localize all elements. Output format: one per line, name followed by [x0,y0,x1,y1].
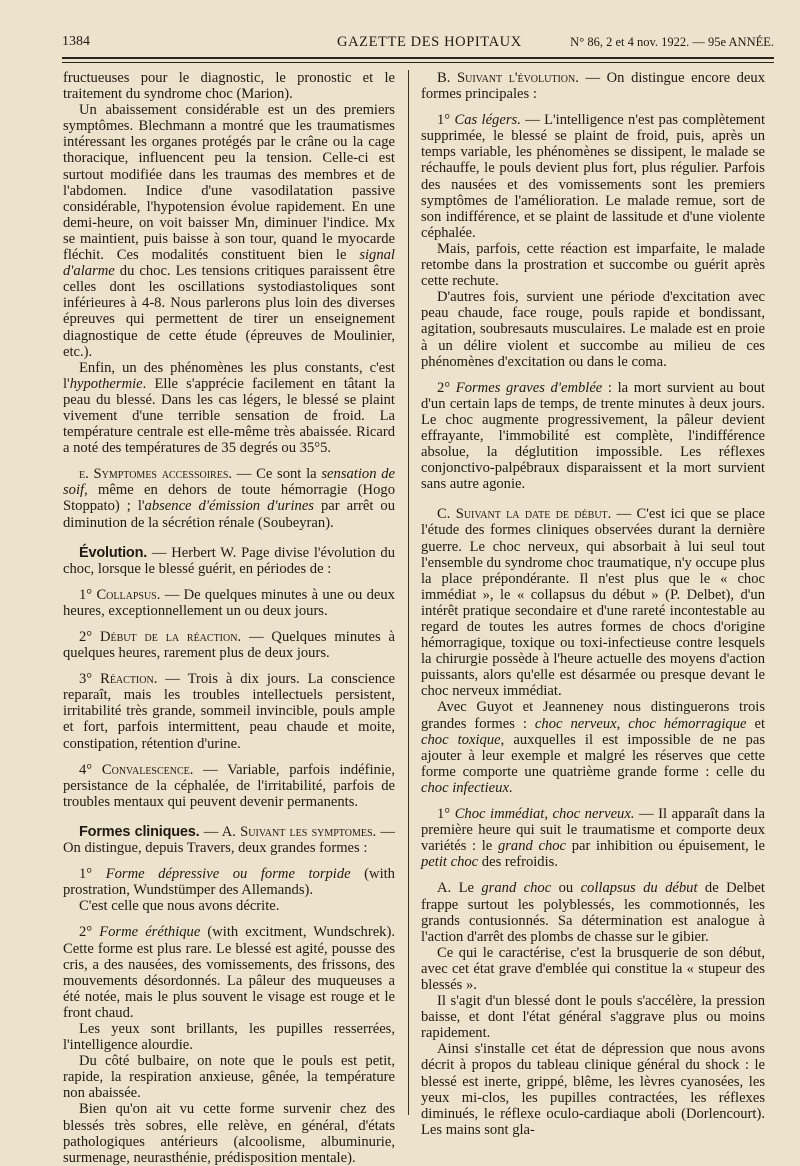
list-item: 1° Cas légers. — L'intelligence n'est pas complètement supprimée, le blessé se plaint de froid, puis, après un temps variable, les phénomènes se dissipent, le malade se réchauffe, le pouls devient plus fort, plus régulier. Parfois des nausées et des vomissements sont les premiers symptômes de l'amélioration. Le malade remue, sort de son indifférence, et se plaint de lassitude et d'une violente céphalée. [421,112,765,241]
list-item: 2° Forme éréthique (with excitment, Wundschrek). Cette forme est plus rare. Le blessé est agité, pousse des cris, a des nausées, des vomissements, des frissons, des mouvements désordonnés. La pâleur des muqueuses a été notée, mais le plus souvent le visage est rouge et le front chaud. [63,924,395,1021]
section-heading: Évolution. [79,544,148,561]
list-item: 3° Réaction. — Trois à dix jours. La conscience reparaît, mais les troubles intellectuels persistent, irritabilité très grande, sommeil invincible, pouls ample et fort, parfois intermittent, peau chaude et moite, constipation, rétention d'urine. [63,671,395,752]
page-header [62,32,774,54]
paragraph: Ce qui le caractérise, c'est la brusquerie de son début, avec cet état grave d'emblée qui constitue la « stupeur des blessés ». [421,944,765,993]
paragraph: Ainsi s'installe cet état de dépression que nous avons décrit à propos du tableau clinique général du shock : le blessé est inerte, grippé, blême, les lèvres cyanosées, les yeux mi-clos, les pupilles contractées, les réflexes diminués, le réflexe oculo-cardiaque aboli (Dorlencourt). Les mains sont gla- [421,1041,765,1138]
header-rule-thick [62,57,774,59]
issue-info: N° 86, 2 et 4 nov. 1922. — 95e ANNÉE. [570,35,774,49]
paragraph: Enfin, un des phénomènes les plus constants, c'est l'hypothermie. Elle s'apprécie facilement en tâtant la peau du blessé. Dans les cas légers, le blessé se plaint vivement d'une terrible sensation de froid. La température centrale est elle-même très abaissée. Ricard a noté des températures de 35 degrés ou 35°5. [63,359,395,457]
list-item: 1° Collapsus. — De quelques minutes à une ou deux heures, exceptionnellement un ou deux jours. [63,586,395,619]
section-heading: Formes cliniques. [79,823,200,840]
header-rule-thin [62,62,774,63]
section-clinical-forms: Formes cliniques. — A. Suivant les symptomes. — On distingue, depuis Travers, deux grandes formes : [63,823,396,857]
list-item: 2° Début de la réaction. — Quelques minutes à quelques heures, rarement plus de deux jours. [63,629,395,662]
right-column [421,70,766,1138]
journal-title: GAZETTE DES HOPITAUX [337,34,522,50]
list-item: 2° Formes graves d'emblée : la mort survient au bout d'un certain laps de temps, de trente minutes à deux jours. Le choc augmente progressivement, la pâleur devient effrayante, l'immobilité est complète, l'indifférence absolue, la déglutition impossible. Les réflexes conjonctivo-palpébraux disparaissent et la mort survient sans autre agonie. [421,379,765,493]
column-divider [408,70,409,1115]
paragraph: A. Le grand choc ou collapsus du début de Delbet frappe surtout les polyblessés, les commotionnés, les grands contusionnés. Sa détermination est analogue à l'action d'arrêt des plombs de chasse sur le gibier. [421,880,765,945]
paragraph: fructueuses pour le diagnostic, le pronostic et le traitement du syndrome choc (Marion). [63,70,395,103]
list-item: 1° Forme dépressive ou forme torpide (with prostration, Wundstümper des Allemands). [63,866,395,899]
left-column [63,70,396,1166]
paragraph: Les yeux sont brillants, les pupilles resserrées, l'intelligence alourdie. [63,1020,395,1054]
list-item: 4° Convalescence. — Variable, parfois indéfinie, persistance de la céphalée, de l'irritabilité, parfois de troubles mentaux qui peuvent devenir permanents. [63,761,395,810]
paragraph: Un abaissement considérable est un des premiers symptômes. Blechmann a montré que les traumatismes intéressant les organes protégés par le crâne ou la cage thoracique, influencent peu la tension. Celle-ci est surtout modifiée dans les traumas des membres et de l'abdomen. Indice d'une vasodilatation passive considérable, l'hypotension évolue rapidement. En une demi-heure, on voit baisser Mn, diminuer l'indice. Mx se maintient, puis baisse à son tour, quand le myocarde fléchit. Ces modalités constituent bien le signal d'alarme du choc. Les tensions critiques paraissent être celles dont les oscillations systodiastoliques sont inférieures à 4-8. Nous parlerons plus loin des diverses épreuves qui permettent de tirer un enseignement diagnostique de cette étude (épreuves de Moulinier, etc.). [63,102,395,360]
paragraph: Il s'agit d'un blessé dont le pouls s'accélère, la pression baisse, et dont l'état général s'aggrave plus ou moins rapidement. [421,993,765,1042]
page-number: 1384 [62,34,90,49]
list-item: 1° Choc immédiat, choc nerveux. — Il apparaît dans la première heure qui suit le traumatisme et comporte deux variétés : le grand choc par inhibition ou épuisement, le petit choc des refroidis. [421,806,766,871]
paragraph: D'autres fois, survient une période d'excitation avec peau chaude, face rouge, pouls rapide et bondissant, agitation, soubresauts musculaires. Le malade est en proie à un délire violent et succombe au milieu de ces phénomènes d'excitation ou dans le coma. [421,289,765,370]
paragraph: C'est celle que nous avons décrite. [79,898,280,915]
paragraph: Avec Guyot et Jeanneney nous distinguerons trois grandes formes : choc nerveux, choc hémorragique et choc toxique, auxquelles il est impossible de ne pas ajouter à leur exemple et malgré les réserves que cette forme comporte une quatrième grande forme : celle du choc infectieux. [421,699,765,796]
section-evolution: Évolution. — Herbert W. Page divise l'évolution du choc, lorsque le blessé guérit, en périodes de : [63,544,395,577]
paragraph: Du côté bulbaire, on note que le pouls est petit, rapide, la respiration anxieuse, gênée, la température non abaissée. [63,1053,395,1102]
paragraph-accessory-symptoms: e. Symptomes accessoires. — Ce sont la sensation de soif, même en dehors de toute hémorragie (Hogo Stoppato) ; l'absence d'émission d'urines par arrêt ou diminution de la sécrétion rénale (Soubeyran). [63,466,395,531]
section-by-onset: C. Suivant la date de début. — C'est ici que se place l'étude des formes cliniques observées durant la dernière guerre. Le choc nerveux, qui absorbait à lui seul tout l'ensemble du syndrome choc traumatique, n'y occupe plus la place prépondérante. Il n'est plus que le « choc immédiat », le « collapsus du début » (P. Delbet), d'un intérêt pratique secondaire et d'une rareté incontestable au regard de toutes les autres formes de chocs d'origine hémorragique, toxique ou toxi-infectieuse contre lesquels la chirurgie possède à l'heure actuelle des moyens d'action puissants, alors qu'elle est désarmée ou presque devant le choc nerveux immédiat. [421,506,765,700]
section-by-evolution: B. Suivant l'évolution. — On distingue encore deux formes principales : [421,70,766,103]
paragraph: Mais, parfois, cette réaction est imparfaite, le malade retombe dans la prostration et succombe ou guérit après cette rechute. [421,240,765,290]
paragraph: Bien qu'on ait vu cette forme survenir chez des blessés très sobres, elle relève, en général, d'états pathologiques antérieurs (alcoolisme, albuminurie, surmenage, neurasthénie, prédisposition mentale). [63,1101,395,1166]
